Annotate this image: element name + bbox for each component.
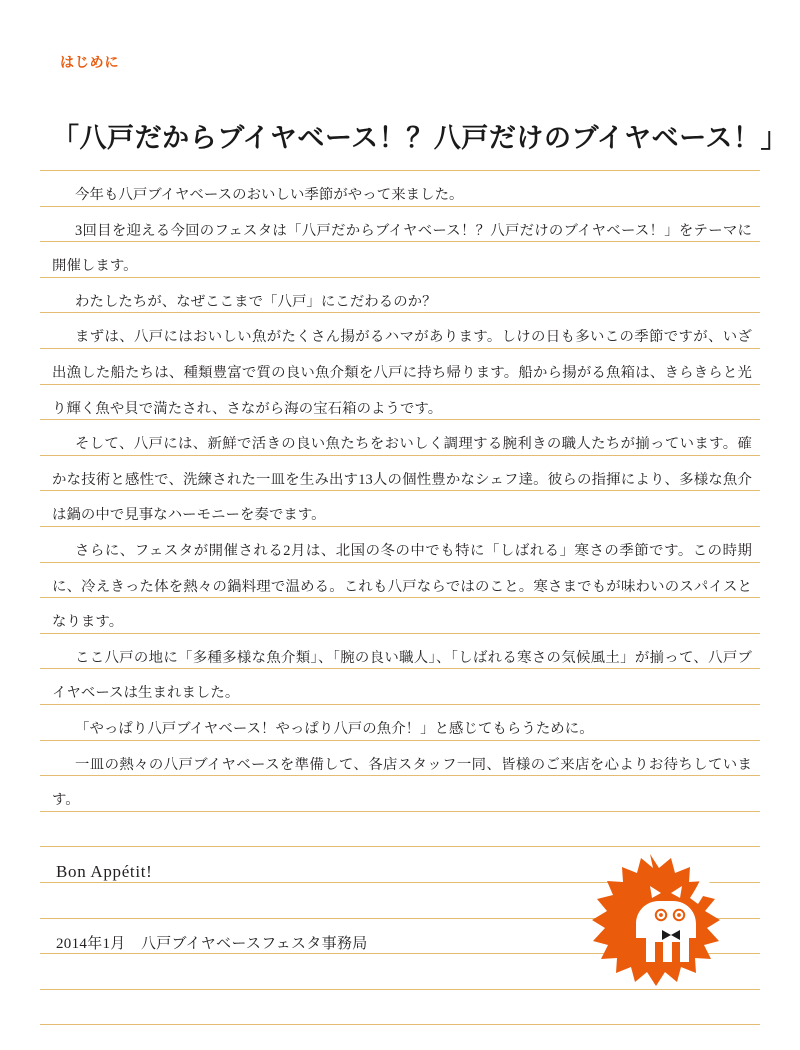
rule-line bbox=[40, 1024, 760, 1025]
cat-mascot-icon bbox=[562, 852, 740, 1004]
paragraph: 一皿の熱々の八戸ブイヤベースを準備して、各店スタッフ一同、皆様のご来店を心よりお待ちしています。 bbox=[52, 756, 752, 809]
paragraph: まずは、八戸にはおいしい魚がたくさん揚がるハマがあります。しけの日も多いこの季節ですが、いざ出漁した船たちは、種類豊富で質の良い魚介類を八戸に持ち帰ります。船から揚がる魚箱は、きらきらと光り輝く魚や貝で満たされ、さながら海の宝石箱のようです。 bbox=[52, 329, 752, 417]
paragraph: ここ八戸の地に「多種多様な魚介類」、「腕の良い職人」、「しばれる寒さの気候風土」が揃って、八戸ブイヤベースは生まれました。 bbox=[52, 649, 752, 702]
paragraph: さらに、フェスタが開催される2月は、北国の冬の中でも特に「しばれる」寒さの季節です。この時期に、冷えきった体を熱々の鍋料理で温める。これも八戸ならではのこと。寒さまでもが味わいのスパイスとなります。 bbox=[52, 542, 752, 631]
paragraph: 3回目を迎える今回のフェスタは「八戸だからブイヤベース！？八戸だけのブイヤベース！」をテーマに開催します。 bbox=[52, 222, 752, 275]
paragraph: 今年も八戸ブイヤベースのおいしい季節がやって来ました。 bbox=[75, 187, 464, 203]
paragraph: わたしたちが、なぜここまで「八戸」にこだわるのか？ bbox=[75, 293, 437, 310]
signoff-text: Bon Appétit! bbox=[56, 862, 153, 881]
page-title: 「八戸だからブイヤベース！？八戸だけのブイヤベース！」 bbox=[52, 123, 789, 154]
body-text bbox=[52, 178, 752, 819]
rule-line bbox=[40, 170, 760, 171]
section-eyebrow: はじめに bbox=[60, 54, 120, 70]
rule-line bbox=[40, 846, 760, 847]
dateline-text: 2014年1月 八戸ブイヤベースフェスタ事務局 bbox=[56, 936, 368, 952]
paragraph: そして、八戸には、新鮮で活きの良い魚たちをおいしく調理する腕利きの職人たちが揃っています。確かな技術と感性で、洗練された一皿を生み出す13人の個性豊かなシェフ達。彼らの指揮により、多様な魚介は鍋の中で見事なハーモニーを奏でます。 bbox=[52, 436, 752, 524]
paragraph: 「やっぱり八戸ブイヤベース！やっぱり八戸の魚介！」と感じてもらうために。 bbox=[75, 720, 594, 737]
